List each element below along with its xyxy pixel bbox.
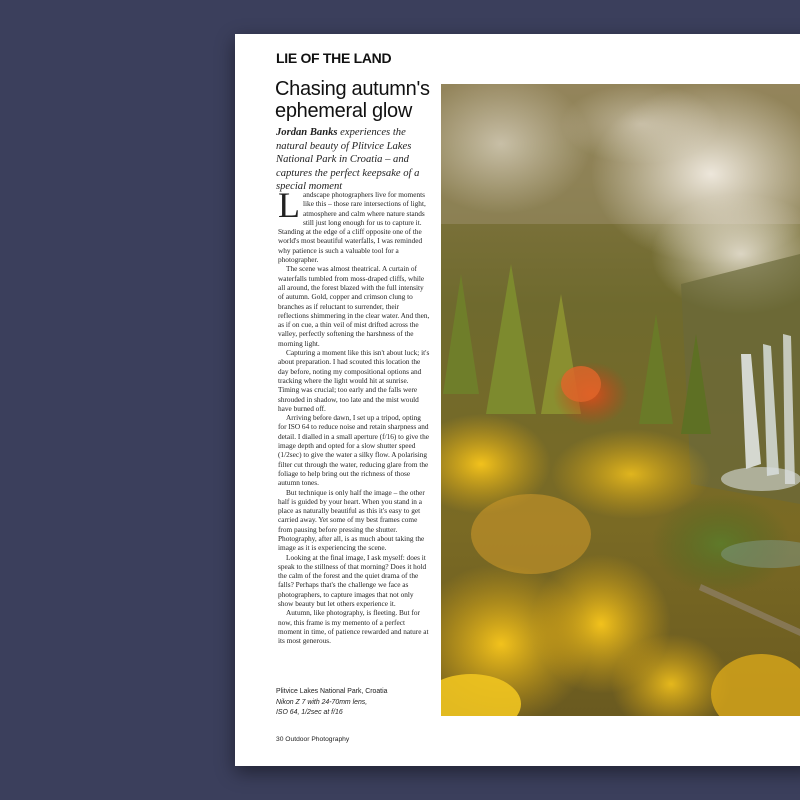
article-body <box>278 185 430 646</box>
standfirst <box>276 126 436 194</box>
paragraph-7: Autumn, like photography, is fleeting. But for now, this frame is my memento of a perfect moment in time, of patience rewarded and nature at its most generous. <box>278 608 429 646</box>
paragraph-3: Capturing a moment like this isn't about luck; it's about preparation. I had scouted this location the day before, noting my compositional options and tracking where the light would hit at sunrise. Timing was crucial; too early and the falls were shrouded in shadow, too late and the mist would have burned off. <box>278 348 430 413</box>
caption-settings: ISO 64, 1/2sec at f/16 <box>276 709 343 716</box>
autumn-forest-waterfall-image <box>441 84 800 716</box>
paragraph-4: Arriving before dawn, I set up a tripod, opting for ISO 64 to reduce noise and retain sharpness and detail. I dialled in a small aperture (f/16) to give the image depth and opted for a slow shutter speed (1/2sec) to give the water a silky flow. A polarising filter cut through the water, reducing glare from the foliage to help bring out the richness of those autumn tones. <box>278 413 429 488</box>
drop-cap: L <box>278 185 300 225</box>
paragraph-1: Landscape photographers live for moments like this – those rare intersections of light, atmosphere and calm where nature stands still just long enough for us to capture it. Standing at the edge of a cliff opposite one of the world's most beautiful waterfalls, I was reminded why patience is such a valuable tool for a photographer. <box>278 185 426 265</box>
article-title: Chasing autumn's ephemeral glow <box>275 78 430 122</box>
caption-location: Plitvice Lakes National Park, Croatia <box>276 688 388 695</box>
paragraph-2: The scene was almost theatrical. A curtain of waterfalls tumbled from moss-draped cliffs, while all around, the forest blazed with the full intensity of autumn. Gold, copper and crimson clung to branches as if reluctant to surrender, their reflections shimmering in the clear water. And then, as if on cue, a thin veil of mist drifted across the valley, perfectly softening the harshness of the morning light. <box>278 264 430 348</box>
author-name: Jordan Banks <box>276 127 338 138</box>
standfirst-text: experiences the natural beauty of Plitvice Lakes National Park in Croatia – and captures the perfect keepsake of a special moment <box>276 127 420 192</box>
caption-camera: Nikon Z 7 with 24-70mm lens, <box>276 698 368 706</box>
photo-caption <box>276 687 436 719</box>
section-heading: LIE OF THE LAND <box>276 50 392 66</box>
paragraph-5: But technique is only half the image – the other half is guided by your heart. When you stand in a place as naturally beautiful as this it's easy to get carried away. Yet some of my best frames come from pausing before pressing the shutter. Photography, after all, is as much about taking the image as it is experiencing the scene. <box>278 487 425 553</box>
landscape-photo <box>441 84 800 716</box>
paragraph-6: Looking at the final image, I ask myself: does it speak to the stillness of that morning? Does it hold the calm of the forest and the quiet drama of the falls? Perhaps that's the challenge we face as photographers, to capture images that not only show beauty but let others experience it. <box>278 552 427 609</box>
page-folio: 30 Outdoor Photography <box>276 736 350 743</box>
